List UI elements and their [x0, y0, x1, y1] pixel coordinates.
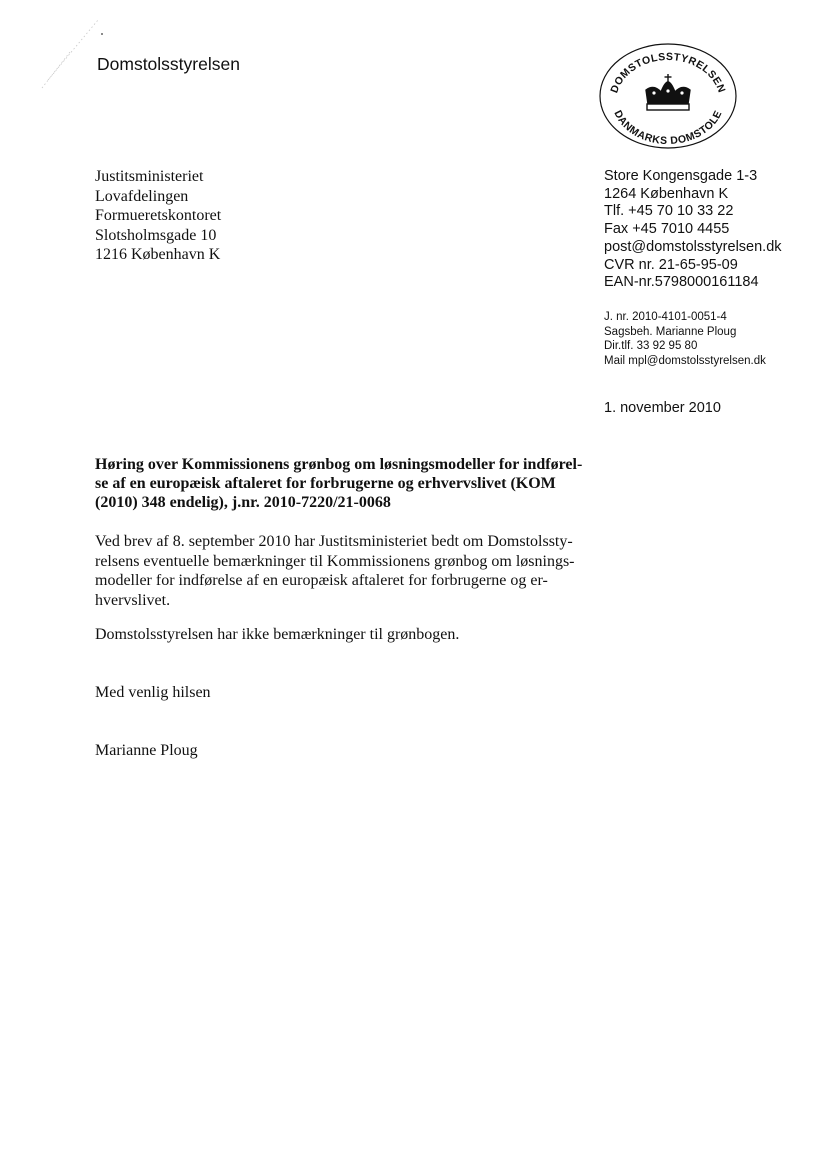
body-paragraph-2: Domstolsstyrelsen har ikke bemærkninger til grønbogen.	[95, 626, 460, 643]
subject-line: se af en europæisk aftaleret for forbrugerne og erhvervslivet (KOM	[95, 475, 556, 492]
subject-heading	[95, 455, 635, 512]
body-line: modeller for indførelse af en europæisk aftaleret for forbrugerne og er-	[95, 572, 548, 589]
seal-bottom-text: DANMARKS DOMSTOLE	[611, 108, 725, 148]
subject-line: Høring over Kommissionens grønbog om løsningsmodeller for indførel-	[95, 456, 583, 473]
case-info-line: Dir.tlf. 33 92 95 80	[604, 340, 698, 352]
scan-margin-marks	[40, 10, 110, 90]
closing-salutation: Med venlig hilsen	[95, 684, 211, 701]
crown-icon	[646, 74, 690, 110]
seal-top-text: DOMSTOLSSTYRELSEN	[608, 50, 728, 95]
body-line: hvervslivet.	[95, 591, 171, 609]
case-info-line: J. nr. 2010-4101-0051-4	[604, 311, 727, 323]
svg-text:DANMARKS DOMSTOLE	[611, 108, 724, 147]
body-paragraph-1	[95, 532, 575, 610]
sender-line: post@domstolsstyrelsen.dk	[604, 238, 782, 255]
recipient-line: Lovafdelingen	[95, 187, 189, 205]
recipient-line: Formueretskontoret	[95, 207, 222, 224]
recipient-address	[95, 167, 221, 265]
sender-line: CVR nr. 21-65-95-09	[604, 256, 738, 273]
sender-line: Fax +45 7010 4455	[604, 221, 730, 238]
recipient-line: Slotsholmsgade 10	[95, 226, 217, 244]
sender-line: Tlf. +45 70 10 33 22	[604, 203, 734, 220]
organization-name: Domstolsstyrelsen	[97, 54, 240, 74]
case-info	[604, 310, 766, 368]
body-line: Ved brev af 8. september 2010 har Justitsministeriet bedt om Domstolssty-	[95, 533, 573, 550]
body-line: relsens eventuelle bemærkninger til Kommissionens grønbog om løsnings-	[95, 552, 575, 570]
case-info-line: Mail mpl@domstolsstyrelsen.dk	[604, 354, 766, 367]
case-info-line: Sagsbeh. Marianne Ploug	[604, 325, 737, 338]
sender-line: 1264 København K	[604, 185, 729, 202]
recipient-line: 1216 København K	[95, 246, 221, 263]
sender-contact	[604, 168, 782, 292]
sender-line: Store Kongensgade 1-3	[604, 168, 758, 184]
letter-date: 1. november 2010	[604, 400, 721, 416]
recipient-line: Justitsministeriet	[95, 168, 204, 185]
court-seal	[598, 42, 738, 150]
subject-line: (2010) 348 endelig), j.nr. 2010-7220/21-0068	[95, 494, 391, 511]
signature-name: Marianne Ploug	[95, 742, 198, 759]
sender-line: EAN-nr.5798000161184	[604, 274, 759, 291]
